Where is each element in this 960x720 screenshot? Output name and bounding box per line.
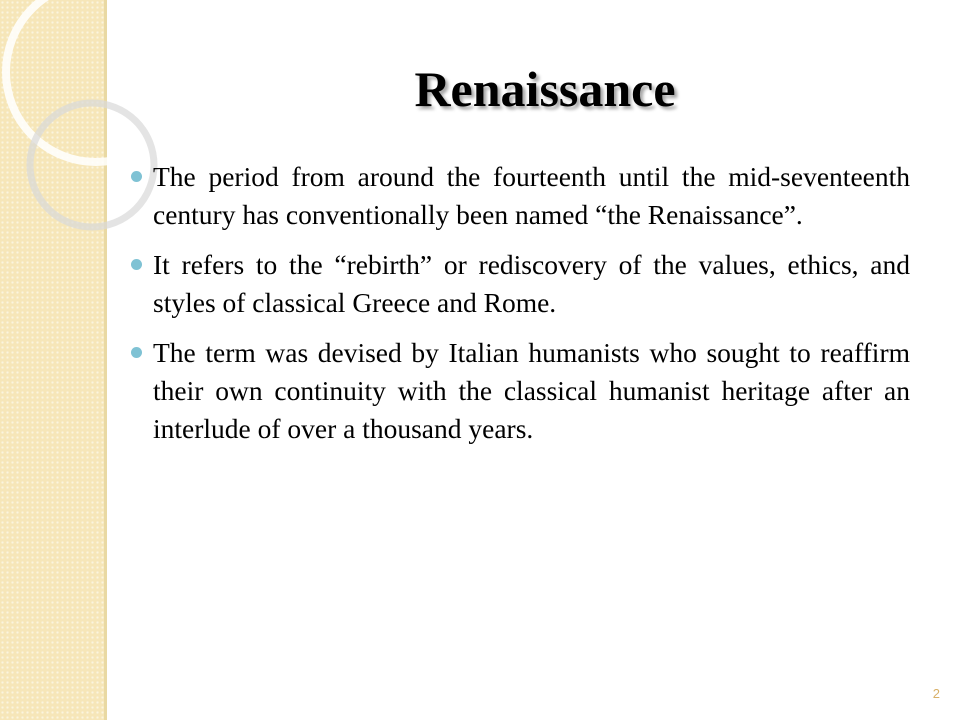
bullet-dot-icon [131, 347, 142, 358]
bullet-dot-icon [131, 259, 142, 270]
page-number: 2 [932, 686, 940, 701]
bullet-list [130, 158, 910, 460]
bullet-text: The period from around the fourteenth until the mid-seventeenth century has conventionally been named “the Renaissance”. [153, 161, 910, 230]
bullet-text: It refers to the “rebirth” or rediscovery of the values, ethics, and styles of classical Greece and Rome. [153, 249, 910, 318]
bullet-dot-icon [131, 171, 142, 182]
bullet-item [130, 246, 910, 322]
bullet-text: The term was devised by Italian humanists who sought to reaffirm their own continuity with the classical humanist heritage after an interlude of over a thousand years. [153, 337, 910, 444]
slide-title: Renaissance [414, 61, 676, 117]
bullet-item [130, 158, 910, 234]
bullet-item [130, 334, 910, 448]
